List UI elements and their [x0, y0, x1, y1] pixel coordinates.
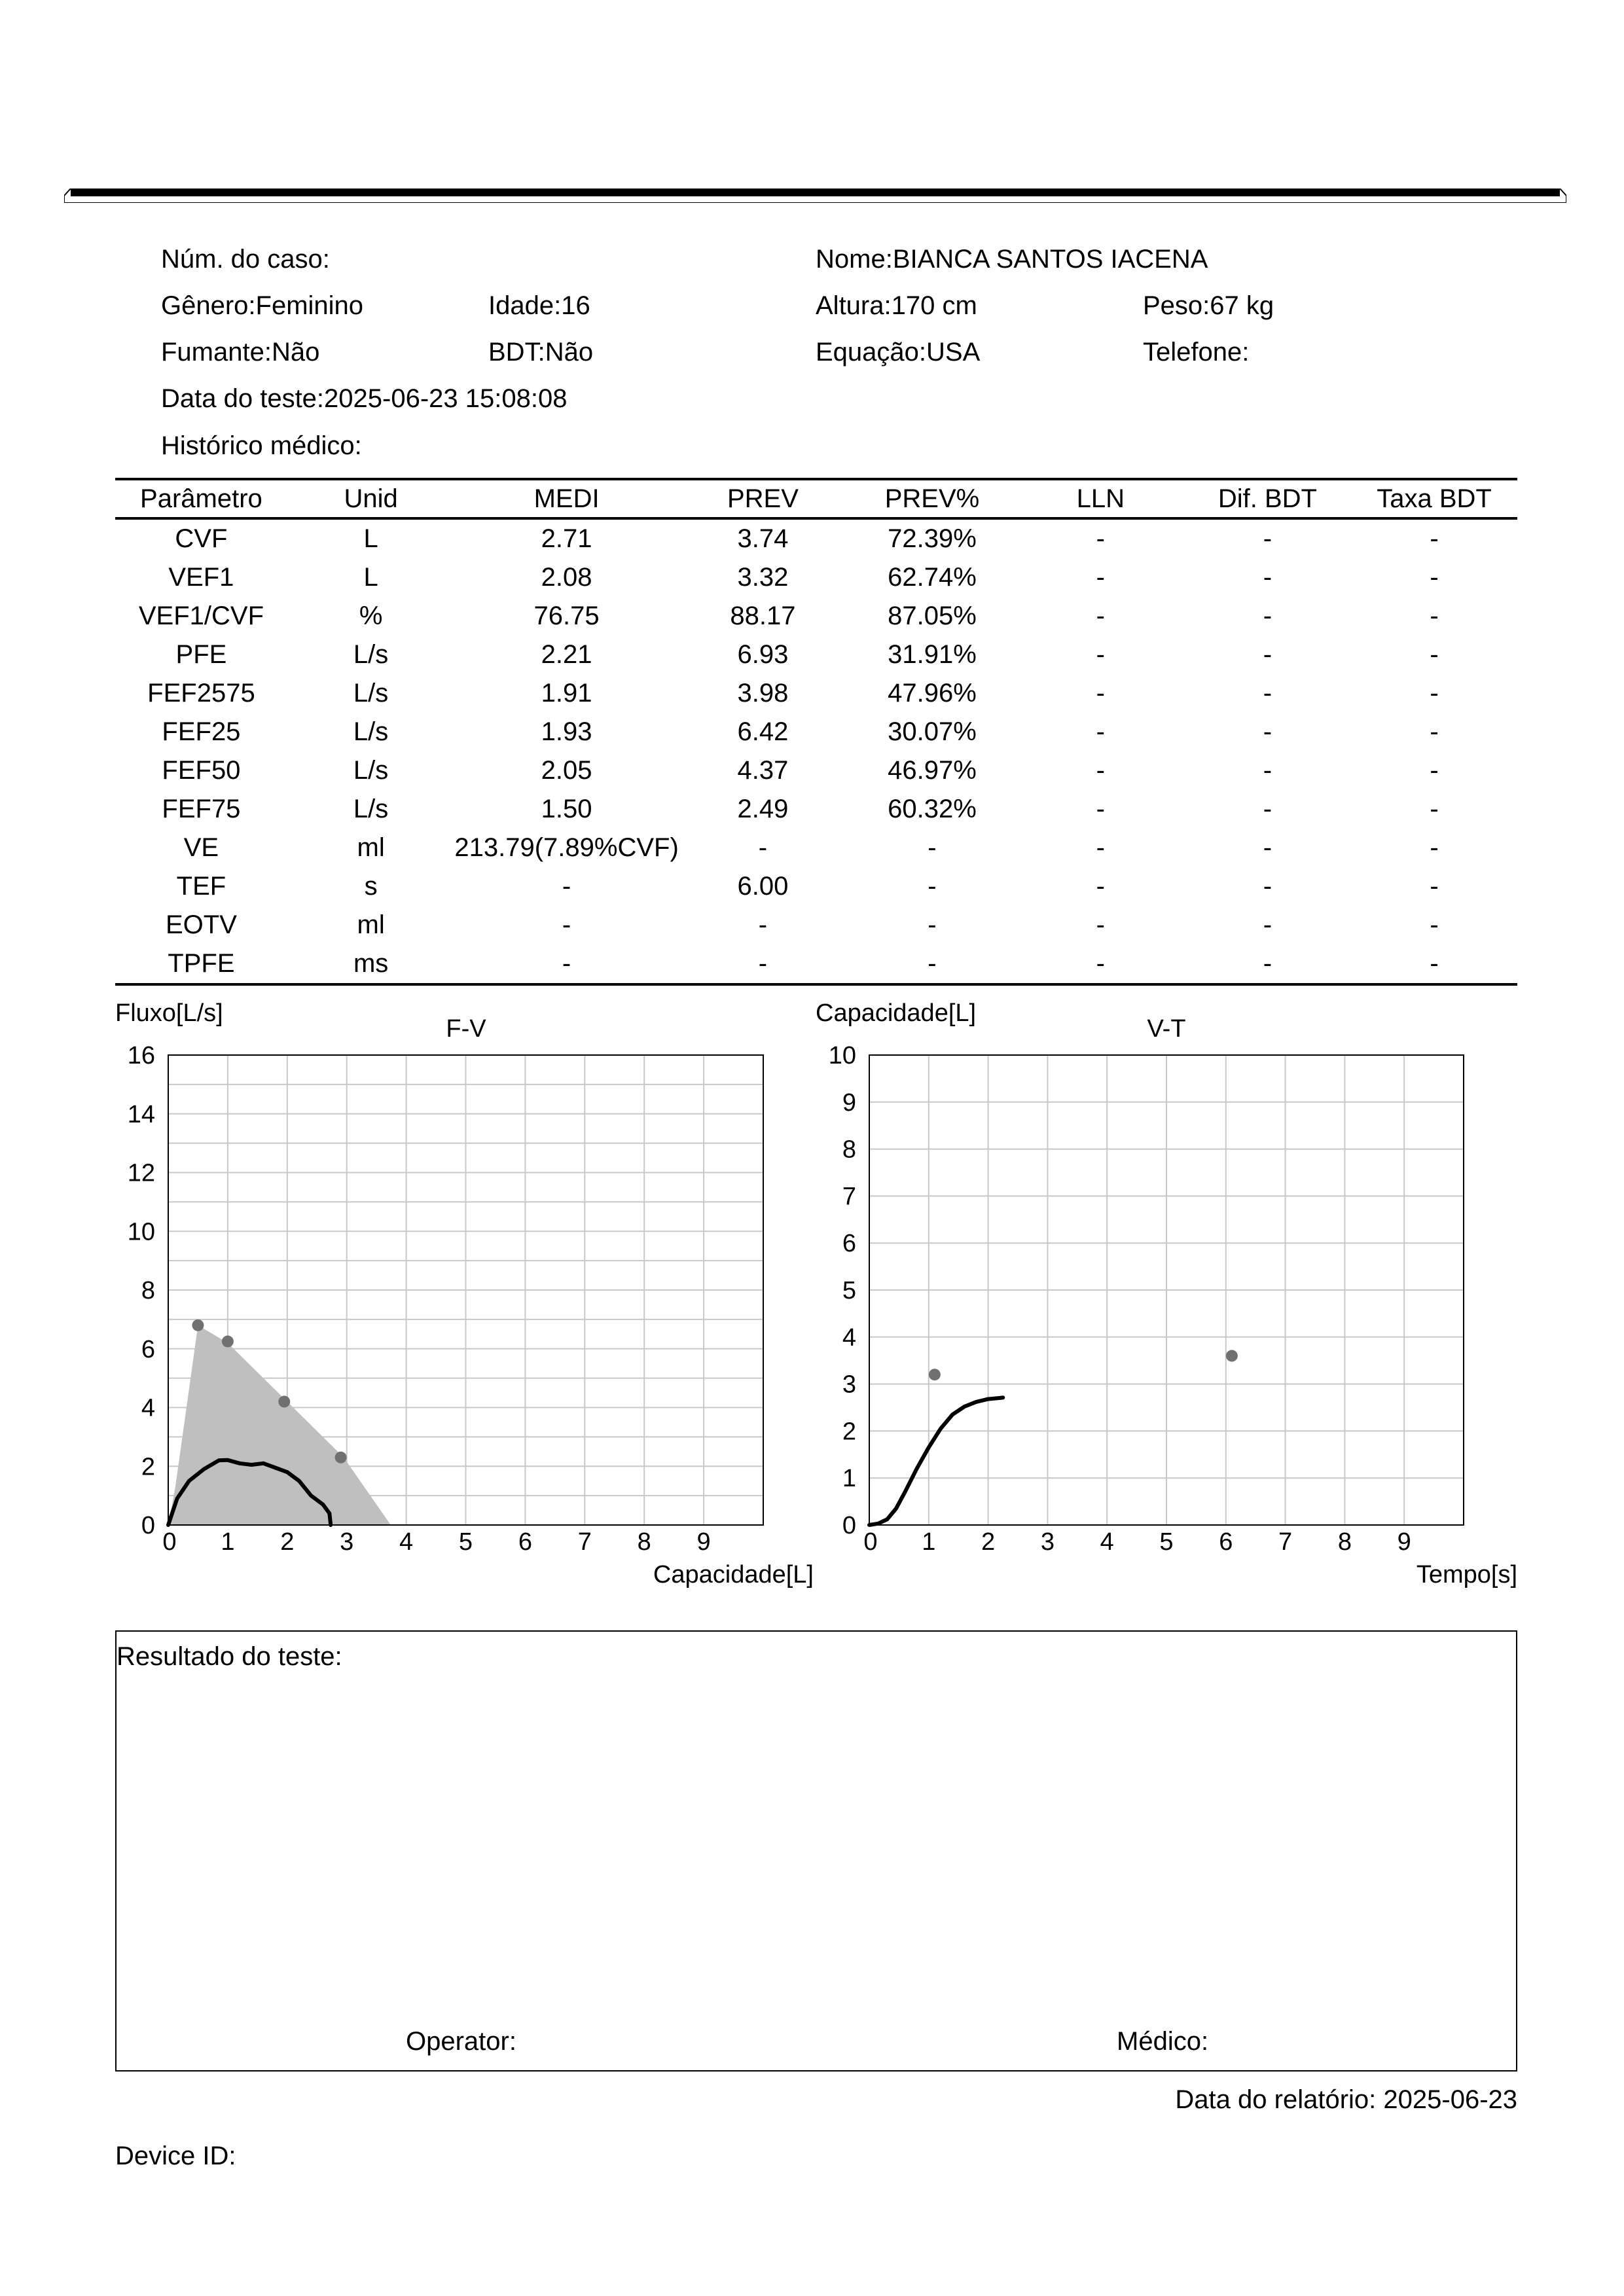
table-cell: 213.79(7.89%CVF) — [454, 833, 679, 862]
x-tick-label: 0 — [162, 1528, 177, 1556]
table-cell: - — [1430, 640, 1439, 669]
table-cell: % — [359, 601, 383, 630]
column-header: LLN — [1017, 479, 1184, 518]
x-tick-label: 6 — [1219, 1528, 1233, 1556]
phone-field — [1143, 336, 1249, 368]
table-cell: 72.39% — [888, 524, 977, 553]
y-tick-label: 9 — [842, 1088, 856, 1117]
weight-label: Peso: — [1143, 291, 1210, 320]
table-cell: - — [1430, 910, 1439, 939]
table-cell: FEF75 — [162, 795, 241, 823]
table-cell: - — [928, 872, 937, 901]
table-cell: VEF1/CVF — [138, 601, 264, 630]
header-bar — [64, 188, 1566, 203]
weight-field — [1143, 290, 1274, 321]
table-cell: 4.37 — [737, 756, 789, 785]
table-cell: - — [1096, 872, 1105, 901]
x-tick-label: 1 — [221, 1528, 235, 1556]
table-cell: - — [1263, 910, 1272, 939]
name-value: BIANCA SANTOS IACENA — [892, 245, 1208, 274]
table-cell: - — [1017, 944, 1184, 984]
table-row — [115, 518, 1517, 558]
measured-curve — [869, 1397, 1003, 1525]
x-tick-label: 4 — [399, 1528, 414, 1556]
x-tick-label: 8 — [637, 1528, 651, 1556]
x-tick-label: 4 — [1100, 1528, 1114, 1556]
column-header: PREV — [679, 479, 847, 518]
table-cell: L — [363, 563, 378, 592]
x-axis-label: Tempo[s] — [1416, 1561, 1517, 1588]
report-date-label: Data do relatório: — [1175, 2085, 1377, 2114]
table-cell: - — [1430, 756, 1439, 785]
x-tick-label: 9 — [696, 1528, 711, 1556]
report-date — [1175, 2085, 1517, 2115]
table-cell: L/s — [353, 795, 389, 823]
test-date-value: 2025-06-23 15:08:08 — [324, 384, 568, 413]
x-tick-label: 8 — [1337, 1528, 1352, 1556]
age-value: 16 — [561, 291, 590, 320]
table-row — [115, 790, 1517, 829]
table-cell: VEF1 — [168, 563, 234, 592]
column-header: Dif. BDT — [1184, 479, 1351, 518]
table-cell: s — [364, 872, 378, 901]
weight-value: 67 kg — [1210, 291, 1274, 320]
table-cell: 3.74 — [737, 524, 789, 553]
table-cell: - — [1184, 944, 1351, 984]
y-tick-label: 0 — [141, 1512, 155, 1539]
table-cell: 2.49 — [737, 795, 789, 823]
predicted-point — [278, 1396, 290, 1408]
y-tick-label: 8 — [141, 1277, 155, 1304]
table-cell: TPFE — [115, 944, 287, 984]
table-cell: - — [1430, 601, 1439, 630]
table-cell: L/s — [353, 679, 389, 708]
table-cell: - — [562, 910, 571, 939]
table-row — [115, 906, 1517, 944]
test-date-field — [161, 383, 567, 414]
x-tick-label: 2 — [981, 1528, 996, 1556]
test-date-label: Data do teste: — [161, 384, 325, 413]
table-row — [115, 674, 1517, 713]
table-row — [115, 944, 1517, 984]
table-cell: 3.32 — [737, 563, 789, 592]
table-cell: 2.08 — [541, 563, 592, 592]
equation-value: USA — [926, 338, 981, 367]
table-cell: - — [1263, 524, 1272, 553]
x-tick-label: 3 — [1040, 1528, 1055, 1556]
x-tick-label: 5 — [458, 1528, 473, 1556]
table-cell: - — [1096, 717, 1105, 746]
column-header: PREV% — [847, 479, 1017, 518]
phone-label: Telefone: — [1143, 338, 1250, 367]
table-cell: PFE — [175, 640, 227, 669]
table-cell: 47.96% — [888, 679, 977, 708]
table-cell: - — [562, 872, 571, 901]
table-cell: - — [1263, 795, 1272, 823]
table-cell: 2.21 — [541, 640, 592, 669]
table-cell: 6.93 — [737, 640, 789, 669]
predicted-point — [222, 1336, 234, 1348]
y-tick-label: 6 — [141, 1335, 155, 1363]
chart-title: V-T — [1147, 1015, 1186, 1043]
x-tick-label: 6 — [518, 1528, 532, 1556]
report-date-value: 2025-06-23 — [1383, 2085, 1517, 2114]
table-cell: 1.93 — [541, 717, 592, 746]
age-label: Idade: — [488, 291, 562, 320]
table-row — [115, 558, 1517, 597]
x-tick-label: 9 — [1397, 1528, 1411, 1556]
case-number-field — [161, 243, 330, 275]
table-cell: FEF25 — [162, 717, 241, 746]
table-cell: - — [1096, 563, 1105, 592]
y-tick-label: 14 — [127, 1100, 155, 1128]
table-cell: - — [679, 944, 847, 984]
table-row — [115, 867, 1517, 906]
table-cell: 88.17 — [730, 601, 796, 630]
table-row — [115, 636, 1517, 674]
vt-chart — [816, 999, 1517, 1588]
table-cell: - — [1096, 910, 1105, 939]
table-cell: EOTV — [165, 910, 237, 939]
table-cell: TEF — [176, 872, 226, 901]
gender-value: Feminino — [255, 291, 364, 320]
smoker-label: Fumante: — [161, 338, 272, 367]
table-cell: FEF50 — [162, 756, 241, 785]
fv-chart — [115, 999, 814, 1588]
table-cell: 2.71 — [541, 524, 592, 553]
name-label: Nome: — [816, 245, 893, 274]
table-cell: - — [1430, 872, 1439, 901]
table-cell: - — [847, 944, 1017, 984]
y-tick-label: 0 — [842, 1512, 856, 1539]
y-tick-label: 16 — [127, 1042, 155, 1069]
table-cell: 6.42 — [737, 717, 789, 746]
table-cell: L — [363, 524, 378, 553]
y-tick-label: 1 — [842, 1465, 856, 1493]
table-cell: ml — [357, 910, 385, 939]
table-cell: - — [1430, 679, 1439, 708]
column-header: MEDI — [454, 479, 678, 518]
bdt-label: BDT: — [488, 338, 545, 367]
equation-label: Equação: — [816, 338, 927, 367]
table-cell: 46.97% — [888, 756, 977, 785]
case-number-label: Núm. do caso: — [161, 245, 330, 274]
table-row — [115, 751, 1517, 790]
y-tick-label: 6 — [842, 1230, 856, 1258]
table-row — [115, 829, 1517, 867]
table-cell: - — [1430, 524, 1439, 553]
table-cell: - — [758, 833, 768, 862]
table-cell: - — [1351, 944, 1517, 984]
table-cell: - — [1096, 795, 1105, 823]
height-label: Altura: — [816, 291, 892, 320]
table-cell: - — [1096, 524, 1105, 553]
y-tick-label: 4 — [141, 1394, 155, 1422]
y-tick-label: 10 — [828, 1042, 856, 1069]
y-axis-label: Capacidade[L] — [816, 999, 977, 1027]
doctor-label: Médico: — [1117, 2027, 1209, 2056]
parameters-table — [115, 478, 1517, 986]
table-cell: 62.74% — [888, 563, 977, 592]
y-tick-label: 3 — [842, 1371, 856, 1399]
y-tick-label: 7 — [842, 1183, 856, 1211]
device-id-label: Device ID: — [115, 2142, 236, 2170]
bdt-field — [488, 336, 593, 368]
height-value: 170 cm — [891, 291, 977, 320]
y-tick-label: 5 — [842, 1277, 856, 1304]
y-tick-label: 8 — [842, 1136, 856, 1164]
table-cell: - — [928, 910, 937, 939]
table-cell: - — [1430, 833, 1439, 862]
x-tick-label: 1 — [922, 1528, 936, 1556]
smoker-value: Não — [271, 338, 320, 367]
table-cell: ml — [357, 833, 385, 862]
predicted-area — [168, 1325, 391, 1525]
table-cell: 3.98 — [737, 679, 789, 708]
gender-label: Gênero: — [161, 291, 256, 320]
table-cell: - — [1263, 872, 1272, 901]
table-cell: FEF2575 — [147, 679, 255, 708]
table-cell: ms — [287, 944, 455, 984]
smoker-field — [161, 336, 319, 368]
table-cell: 60.32% — [888, 795, 977, 823]
y-tick-label: 12 — [127, 1159, 155, 1187]
history-label: Histórico médico: — [161, 431, 362, 460]
column-header: Taxa BDT — [1351, 479, 1517, 518]
predicted-point — [929, 1369, 941, 1380]
x-axis-label: Capacidade[L] — [653, 1561, 814, 1588]
table-cell: - — [1430, 563, 1439, 592]
table-row — [115, 713, 1517, 751]
history-field — [161, 430, 362, 461]
charts-area — [0, 982, 1624, 1610]
predicted-point — [192, 1319, 204, 1331]
height-field — [816, 290, 977, 321]
table-cell: - — [1430, 717, 1439, 746]
table-cell: - — [1263, 756, 1272, 785]
predicted-point — [1226, 1350, 1238, 1362]
table-cell: - — [454, 944, 678, 984]
table-cell: - — [1096, 756, 1105, 785]
table-cell: - — [1263, 679, 1272, 708]
table-cell: - — [1430, 795, 1439, 823]
gender-field — [161, 290, 363, 321]
table-row — [115, 597, 1517, 636]
table-cell: - — [928, 833, 937, 862]
table-cell: - — [1263, 717, 1272, 746]
x-tick-label: 3 — [340, 1528, 354, 1556]
table-cell: 1.50 — [541, 795, 592, 823]
table-cell: - — [758, 910, 768, 939]
table-cell: - — [1096, 640, 1105, 669]
table-cell: L/s — [353, 717, 389, 746]
table-cell: - — [1263, 563, 1272, 592]
column-header: Unid — [287, 479, 455, 518]
table-cell: 6.00 — [737, 872, 789, 901]
table-cell: - — [1263, 833, 1272, 862]
table-cell: L/s — [353, 756, 389, 785]
table-cell: - — [1096, 833, 1105, 862]
table-cell: 2.05 — [541, 756, 592, 785]
table-cell: CVF — [175, 524, 228, 553]
bdt-value: Não — [545, 338, 594, 367]
table-cell: 76.75 — [533, 601, 600, 630]
age-field — [488, 290, 590, 321]
table-header-row — [115, 479, 1517, 518]
x-tick-label: 7 — [1278, 1528, 1293, 1556]
patient-name-field — [816, 243, 1208, 275]
test-result-box — [115, 1630, 1517, 2072]
table-cell: - — [1096, 601, 1105, 630]
table-cell: 31.91% — [888, 640, 977, 669]
column-header: Parâmetro — [115, 479, 287, 518]
table-cell: L/s — [353, 640, 389, 669]
table-cell: - — [1263, 601, 1272, 630]
y-tick-label: 10 — [127, 1218, 155, 1246]
predicted-point — [335, 1452, 347, 1463]
y-tick-label: 2 — [141, 1453, 155, 1481]
table-cell: - — [1263, 640, 1272, 669]
y-axis-label: Fluxo[L/s] — [115, 999, 223, 1027]
chart-title: F-V — [446, 1015, 486, 1043]
y-tick-label: 2 — [842, 1418, 856, 1446]
table-cell: 1.91 — [541, 679, 592, 708]
x-tick-label: 0 — [863, 1528, 878, 1556]
equation-field — [816, 336, 980, 368]
x-tick-label: 2 — [280, 1528, 295, 1556]
x-tick-label: 7 — [577, 1528, 592, 1556]
operator-label: Operator: — [406, 2027, 516, 2056]
result-title: Resultado do teste: — [117, 1642, 342, 1671]
y-tick-label: 4 — [842, 1323, 856, 1352]
table-cell: 87.05% — [888, 601, 977, 630]
x-tick-label: 5 — [1159, 1528, 1174, 1556]
table-cell: VE — [183, 833, 219, 862]
table-cell: 30.07% — [888, 717, 977, 746]
table-cell: - — [1096, 679, 1105, 708]
